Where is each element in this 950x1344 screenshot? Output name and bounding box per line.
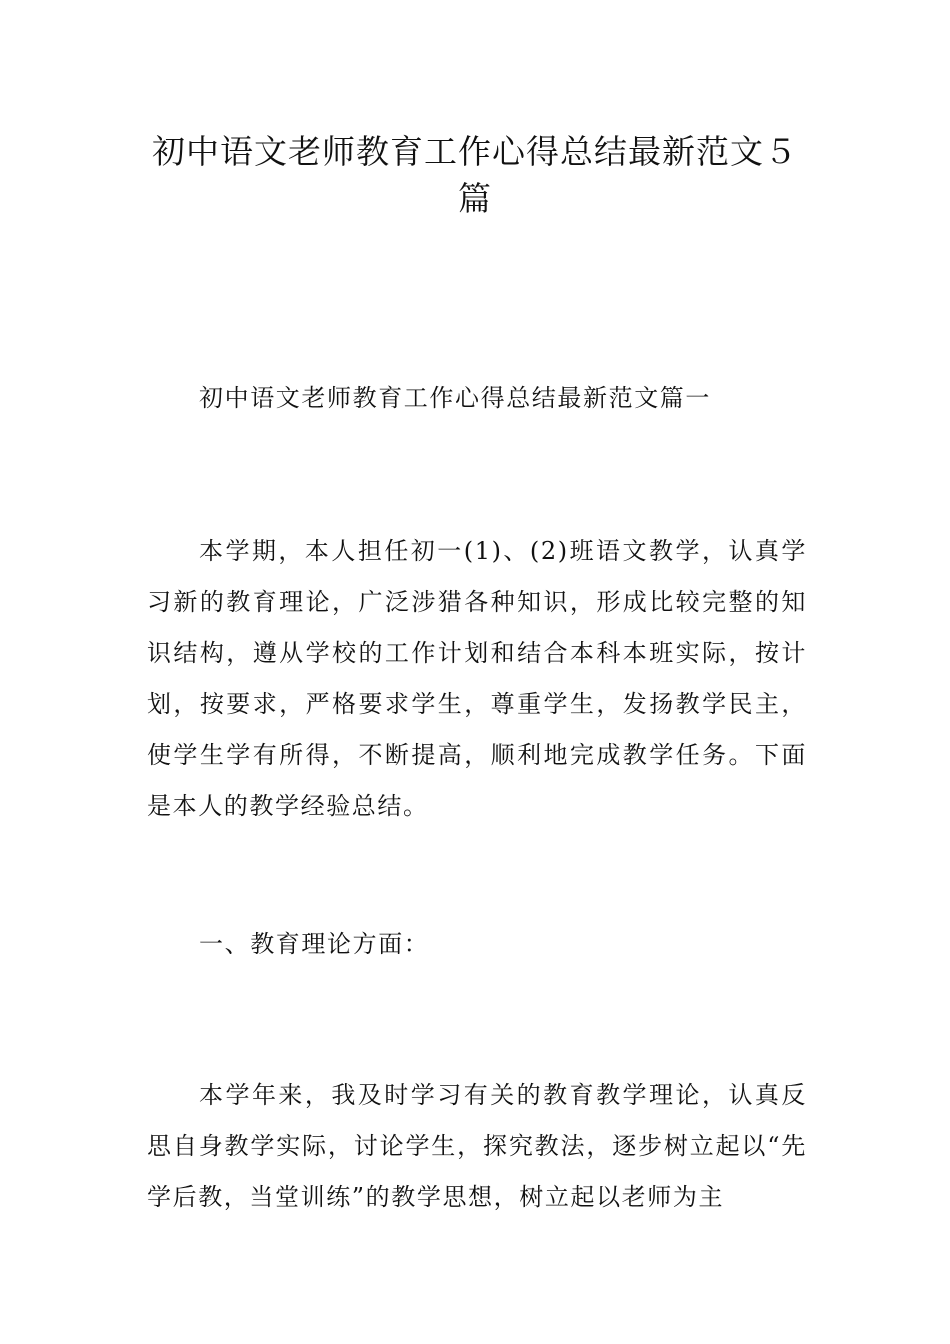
title-line-2: 篇 [458,179,492,218]
document-title [140,128,810,222]
section-heading-theory: 一、教育理论方面： [199,930,430,958]
paragraph-intro: 本学期，本人担任初一(1)、(2)班语文教学，认真学习新的教育理论，广泛涉猎各种知识，形成比较完整的知识结构，遵从学校的工作计划和结合本科本班实际，按计划，按要求，严格要求学生，尊重学生，发扬教学民主，使学生学有所得，不断提高，顺利地完成教学任务。下面是本人的教学经验总结。 [147,537,807,820]
title-line-1: 初中语文老师教育工作心得总结最新范文５ [152,132,798,171]
paragraph-theory: 本学年来，我及时学习有关的教育教学理论，认真反思自身教学实际，讨论学生，探究教法，逐步树立起以“先学后教，当堂训练”的教学思想，树立起以老师为主 [147,1081,807,1211]
section-subtitle: 初中语文老师教育工作心得总结最新范文篇一 [199,384,711,412]
